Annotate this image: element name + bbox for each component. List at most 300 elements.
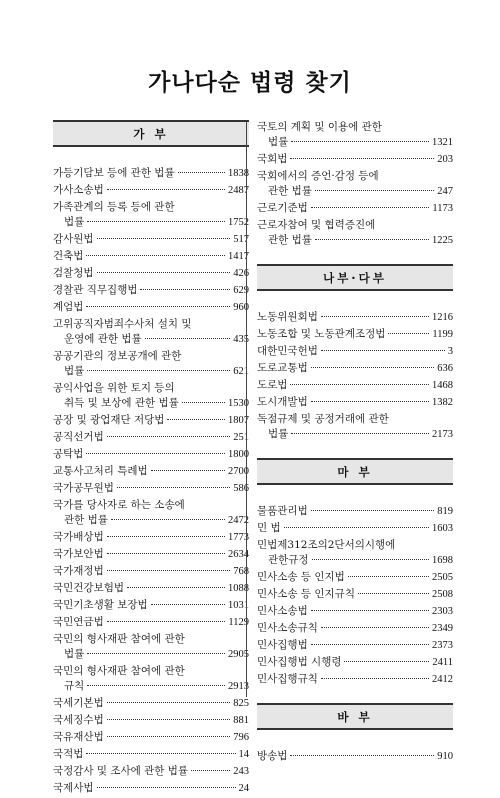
index-entry <box>53 598 249 613</box>
entry-line <box>257 135 453 150</box>
entry-line <box>53 232 249 247</box>
law-name: 가등기담보 등에 관한 법률 <box>53 167 175 179</box>
dot-leader <box>107 736 231 737</box>
page-number: 1468 <box>432 380 453 391</box>
entry-line <box>53 615 249 630</box>
entry-line <box>53 679 249 694</box>
page-number: 435 <box>233 334 249 345</box>
page-number: 203 <box>437 154 453 165</box>
page-number: 517 <box>233 234 249 245</box>
index-entry <box>257 570 453 585</box>
law-name: 법률 <box>64 216 85 228</box>
law-name: 규칙 <box>64 680 85 692</box>
law-name: 국가를 당사자로 하는 소송에 <box>53 499 185 511</box>
index-entry <box>257 538 453 568</box>
law-name: 계엄법 <box>53 301 84 313</box>
dot-leader <box>86 453 225 454</box>
dot-leader <box>107 570 231 571</box>
law-name: 민법제312조의2단서의시행에 <box>257 539 396 551</box>
dot-leader <box>315 190 434 191</box>
entry-line <box>53 481 249 496</box>
law-name: 관한규정 <box>268 554 309 566</box>
page-number: 768 <box>233 566 249 577</box>
dot-leader <box>86 306 230 307</box>
index-entry <box>257 749 453 764</box>
page-number: 2173 <box>432 429 453 440</box>
index-entry <box>257 120 453 150</box>
entry-line <box>257 604 453 619</box>
law-name: 독점규제 및 공정거래에 관한 <box>257 413 389 425</box>
section-header: 가 부 <box>53 120 249 147</box>
page-number: 960 <box>233 302 249 313</box>
dot-leader <box>86 753 235 754</box>
dot-leader <box>97 787 236 788</box>
entry-line <box>53 598 249 613</box>
dot-leader <box>358 593 429 594</box>
dot-leader <box>167 419 225 420</box>
index-entry <box>257 201 453 216</box>
law-name: 민사집행법 <box>257 639 308 651</box>
entry-line <box>53 632 249 647</box>
law-name: 공장 및 광업재단 저당법 <box>53 414 165 426</box>
index-entry <box>257 378 453 393</box>
index-entry <box>257 638 453 653</box>
page-number: 910 <box>437 751 453 762</box>
page-number: 2373 <box>432 640 453 651</box>
page-number: 881 <box>233 715 249 726</box>
law-name: 도로법 <box>257 379 288 391</box>
law-name: 고위공직자범죄수사처 설치 및 <box>53 318 192 330</box>
entry-line <box>53 430 249 445</box>
law-name: 국민건강보험법 <box>53 582 125 594</box>
law-name: 법률 <box>64 365 85 377</box>
law-name: 도시개발법 <box>257 396 308 408</box>
entry-line <box>53 300 249 315</box>
law-name: 법률 <box>64 648 85 660</box>
page-number: 426 <box>233 268 249 279</box>
index-entry <box>53 413 249 428</box>
entry-line <box>257 310 453 325</box>
entry-line <box>257 553 453 568</box>
index-entry <box>53 183 249 198</box>
entry-line <box>53 730 249 745</box>
dot-leader <box>107 719 231 720</box>
law-name: 관한 법률 <box>268 185 312 197</box>
dot-leader <box>348 576 429 577</box>
entry-line <box>53 447 249 462</box>
index-entry <box>53 166 249 181</box>
page-number: 251 <box>233 432 249 443</box>
law-name: 가족관계의 등록 등에 관한 <box>53 201 175 213</box>
index-entry <box>257 152 453 167</box>
entry-line <box>257 120 453 135</box>
entry-line <box>257 638 453 653</box>
entry-line <box>53 183 249 198</box>
law-name: 대한민국헌법 <box>257 345 318 357</box>
dot-leader <box>290 384 429 385</box>
index-column-right <box>257 120 453 766</box>
index-entry <box>53 615 249 630</box>
index-entry <box>53 664 249 694</box>
law-name: 방송법 <box>257 750 288 762</box>
law-name: 국가공무원법 <box>53 482 114 494</box>
law-name: 민사소송규칙 <box>257 622 318 634</box>
entry-line <box>257 218 453 233</box>
index-entry <box>53 430 249 445</box>
page-number: 1173 <box>432 203 453 214</box>
index-entry <box>257 604 453 619</box>
dot-leader <box>291 141 429 142</box>
entry-line <box>257 152 453 167</box>
index-entry <box>53 530 249 545</box>
index-entry <box>257 361 453 376</box>
entry-line <box>53 464 249 479</box>
page-number: 1417 <box>228 251 249 262</box>
page-number: 1382 <box>432 397 453 408</box>
index-column-left <box>53 120 249 798</box>
page-number: 1800 <box>228 449 249 460</box>
page-number: 1088 <box>228 583 249 594</box>
index-entry <box>53 464 249 479</box>
law-name: 공직선거법 <box>53 431 104 443</box>
dot-leader <box>107 436 231 437</box>
law-name: 국회법 <box>257 153 288 165</box>
page-number: 3 <box>447 346 453 357</box>
dot-leader <box>140 289 230 290</box>
page-number: 1773 <box>228 532 249 543</box>
dot-leader <box>87 221 225 222</box>
index-entry <box>53 381 249 411</box>
index-entry <box>53 283 249 298</box>
page-number: 2412 <box>432 674 453 685</box>
page-number: 2905 <box>228 649 249 660</box>
dot-leader <box>97 238 231 239</box>
dot-leader <box>87 370 230 371</box>
page-number: 621 <box>233 366 249 377</box>
page-number: 825 <box>233 698 249 709</box>
law-name: 노동조합 및 노동관계조정법 <box>257 328 386 340</box>
law-name: 민사소송법 <box>257 605 308 617</box>
entry-line <box>53 564 249 579</box>
entry-line <box>257 233 453 248</box>
law-name: 국가배상법 <box>53 531 104 543</box>
entry-line <box>257 395 453 410</box>
entry-line <box>257 169 453 184</box>
law-name: 감사원법 <box>53 233 94 245</box>
page-number: 24 <box>238 783 249 794</box>
section-gap <box>257 689 453 703</box>
entry-line <box>53 581 249 596</box>
page-number: 2303 <box>432 606 453 617</box>
index-entry <box>257 395 453 410</box>
dot-leader <box>315 239 429 240</box>
law-name: 국민연금법 <box>53 616 104 628</box>
law-name: 운영에 관한 법률 <box>64 333 142 345</box>
law-name: 법률 <box>268 428 289 440</box>
page-number: 1698 <box>432 555 453 566</box>
page-number: 1807 <box>228 415 249 426</box>
page-number: 819 <box>437 506 453 517</box>
dot-leader <box>145 338 231 339</box>
page-number: 2634 <box>228 549 249 560</box>
law-name: 근로자참여 및 협력증진에 <box>257 219 376 231</box>
entry-line <box>257 672 453 687</box>
entry-line <box>257 412 453 427</box>
dot-leader <box>312 559 429 560</box>
law-name: 국가보안법 <box>53 548 104 560</box>
law-name: 건축법 <box>53 250 84 262</box>
index-entry <box>53 447 249 462</box>
entry-line <box>53 266 249 281</box>
page-number: 2505 <box>432 572 453 583</box>
dot-leader <box>107 536 225 537</box>
index-entry <box>257 327 453 342</box>
page-number: 2349 <box>432 623 453 634</box>
entry-line <box>53 513 249 528</box>
dot-leader <box>321 627 429 628</box>
law-name: 취득 및 보상에 관한 법률 <box>64 397 179 409</box>
dot-leader <box>107 621 226 622</box>
law-name: 국세기본법 <box>53 697 104 709</box>
dot-leader <box>311 510 435 511</box>
law-name: 민사집행규칙 <box>257 673 318 685</box>
law-name: 민사소송 등 인지법 <box>257 571 345 583</box>
index-entry <box>257 655 453 670</box>
index-entry <box>257 587 453 602</box>
law-name: 국회에서의 증언·감정 등에 <box>257 170 379 182</box>
law-name: 관한 법률 <box>64 514 108 526</box>
dot-leader <box>86 255 225 256</box>
dot-leader <box>87 685 225 686</box>
entry-line <box>257 378 453 393</box>
page-number: 629 <box>233 285 249 296</box>
index-entry <box>257 310 453 325</box>
law-name: 국세징수법 <box>53 714 104 726</box>
entry-line <box>257 361 453 376</box>
index-entry <box>257 672 453 687</box>
law-name: 물품관리법 <box>257 505 308 517</box>
index-entry <box>53 713 249 728</box>
dot-leader <box>117 487 230 488</box>
dot-leader <box>311 644 429 645</box>
entry-line <box>257 749 453 764</box>
entry-line <box>53 547 249 562</box>
page-number: 1530 <box>228 398 249 409</box>
dot-leader <box>344 661 429 662</box>
entry-line <box>257 344 453 359</box>
index-entry <box>53 200 249 230</box>
entry-line <box>53 781 249 796</box>
entry-line <box>53 349 249 364</box>
page-number: 2508 <box>432 589 453 600</box>
page-number: 1216 <box>432 312 453 323</box>
entry-line <box>257 570 453 585</box>
dot-leader <box>311 367 435 368</box>
entry-line <box>53 713 249 728</box>
dot-leader <box>111 519 225 520</box>
index-entry <box>53 581 249 596</box>
law-name: 가사소송법 <box>53 184 104 196</box>
dot-leader <box>127 587 225 588</box>
law-name: 국민의 형사재판 참여에 관한 <box>53 665 185 677</box>
dot-leader <box>107 702 231 703</box>
page-number: 14 <box>238 749 249 760</box>
entry-line <box>53 647 249 662</box>
index-entry <box>257 169 453 199</box>
page-number: 2472 <box>228 515 249 526</box>
law-name: 노동위원회법 <box>257 311 318 323</box>
page-number: 247 <box>437 186 453 197</box>
section-header: 마 부 <box>257 458 453 485</box>
index-entry <box>53 632 249 662</box>
page-number: 1321 <box>432 137 453 148</box>
law-name: 민 법 <box>257 522 281 534</box>
index-entry <box>53 547 249 562</box>
index-entry <box>257 412 453 442</box>
entry-line <box>53 283 249 298</box>
page-number: 1838 <box>228 168 249 179</box>
entry-line <box>257 655 453 670</box>
page-number: 1603 <box>432 523 453 534</box>
entry-line <box>257 184 453 199</box>
dot-leader <box>107 189 225 190</box>
dot-leader <box>97 272 231 273</box>
entry-line <box>53 747 249 762</box>
page-number: 2487 <box>228 185 249 196</box>
law-name: 관한 법률 <box>268 234 312 246</box>
dot-leader <box>107 553 225 554</box>
entry-line <box>53 530 249 545</box>
dot-leader <box>87 653 225 654</box>
section-gap <box>257 250 453 264</box>
dot-leader <box>151 604 225 605</box>
entry-line <box>257 538 453 553</box>
dot-leader <box>291 433 429 434</box>
law-name: 교통사고처리 특례법 <box>53 465 148 477</box>
dot-leader <box>151 470 225 471</box>
dot-leader <box>290 158 434 159</box>
entry-line <box>53 317 249 332</box>
law-name: 민사집행법 시행령 <box>257 656 342 668</box>
page-number: 1752 <box>228 217 249 228</box>
entry-line <box>53 764 249 779</box>
entry-line <box>53 696 249 711</box>
index-entry <box>53 300 249 315</box>
entry-line <box>53 498 249 513</box>
index-entry <box>53 232 249 247</box>
law-name: 도로교통법 <box>257 362 308 374</box>
page-number: 636 <box>437 363 453 374</box>
index-entry <box>257 504 453 519</box>
entry-line <box>257 327 453 342</box>
index-entry <box>53 481 249 496</box>
dot-leader <box>311 401 429 402</box>
page-number: 2700 <box>228 466 249 477</box>
section-header: 바 부 <box>257 703 453 730</box>
section-gap <box>257 444 453 458</box>
entry-line <box>53 396 249 411</box>
law-name: 근로기준법 <box>257 202 308 214</box>
entry-line <box>257 201 453 216</box>
entry-line <box>53 215 249 230</box>
entry-line <box>53 200 249 215</box>
index-entry <box>53 564 249 579</box>
page-number: 1031 <box>228 600 249 611</box>
law-name: 국유재산법 <box>53 731 104 743</box>
entry-line <box>53 249 249 264</box>
index-entry <box>257 344 453 359</box>
law-name: 법률 <box>268 136 289 148</box>
index-entry <box>257 521 453 536</box>
entry-line <box>53 364 249 379</box>
page-number: 1199 <box>432 329 453 340</box>
column-divider <box>246 122 247 697</box>
dot-leader <box>290 755 434 756</box>
entry-line <box>257 521 453 536</box>
page-number: 1225 <box>432 235 453 246</box>
law-name: 공탁법 <box>53 448 84 460</box>
page-number: 1129 <box>228 617 249 628</box>
page-number: 586 <box>233 483 249 494</box>
law-name: 국가재정법 <box>53 565 104 577</box>
index-entry <box>53 249 249 264</box>
law-name: 검찰청법 <box>53 267 94 279</box>
page-title: 가나다순 법령 찾기 <box>148 70 352 96</box>
index-entry <box>53 730 249 745</box>
dot-leader <box>388 333 429 334</box>
index-entry <box>53 764 249 779</box>
index-entry <box>53 266 249 281</box>
index-entry <box>53 747 249 762</box>
entry-line <box>53 166 249 181</box>
law-name: 국민의 형사재판 참여에 관한 <box>53 633 185 645</box>
dot-leader <box>321 350 445 351</box>
page-number: 2913 <box>228 681 249 692</box>
index-entry <box>53 349 249 379</box>
index-entry <box>53 696 249 711</box>
page-number: 243 <box>233 766 249 777</box>
dot-leader <box>182 402 225 403</box>
entry-line <box>257 504 453 519</box>
dot-leader <box>284 527 429 528</box>
section-header: 나부·다부 <box>257 264 453 291</box>
law-name: 경찰관 직무집행법 <box>53 284 138 296</box>
page-number: 2411 <box>432 657 453 668</box>
entry-line <box>53 381 249 396</box>
law-name: 공익사업을 위한 토지 등의 <box>53 382 175 394</box>
law-name: 국정감사 및 조사에 관한 법률 <box>53 765 189 777</box>
entry-line <box>53 664 249 679</box>
index-entry <box>257 218 453 248</box>
entry-line <box>53 413 249 428</box>
entry-line <box>257 621 453 636</box>
dot-leader <box>311 610 429 611</box>
index-entry <box>53 781 249 796</box>
dot-leader <box>321 678 429 679</box>
law-name: 민사소송 등 인지규칙 <box>257 588 355 600</box>
dot-leader <box>191 770 230 771</box>
law-name: 국민기초생활 보장법 <box>53 599 148 611</box>
law-name: 국적법 <box>53 748 84 760</box>
dot-leader <box>311 207 430 208</box>
law-name: 국제사법 <box>53 782 94 794</box>
dot-leader <box>321 316 429 317</box>
law-name: 공공기관의 정보공개에 관한 <box>53 350 182 362</box>
entry-line <box>257 427 453 442</box>
dot-leader <box>178 172 225 173</box>
entry-line <box>257 587 453 602</box>
index-entry <box>53 317 249 347</box>
